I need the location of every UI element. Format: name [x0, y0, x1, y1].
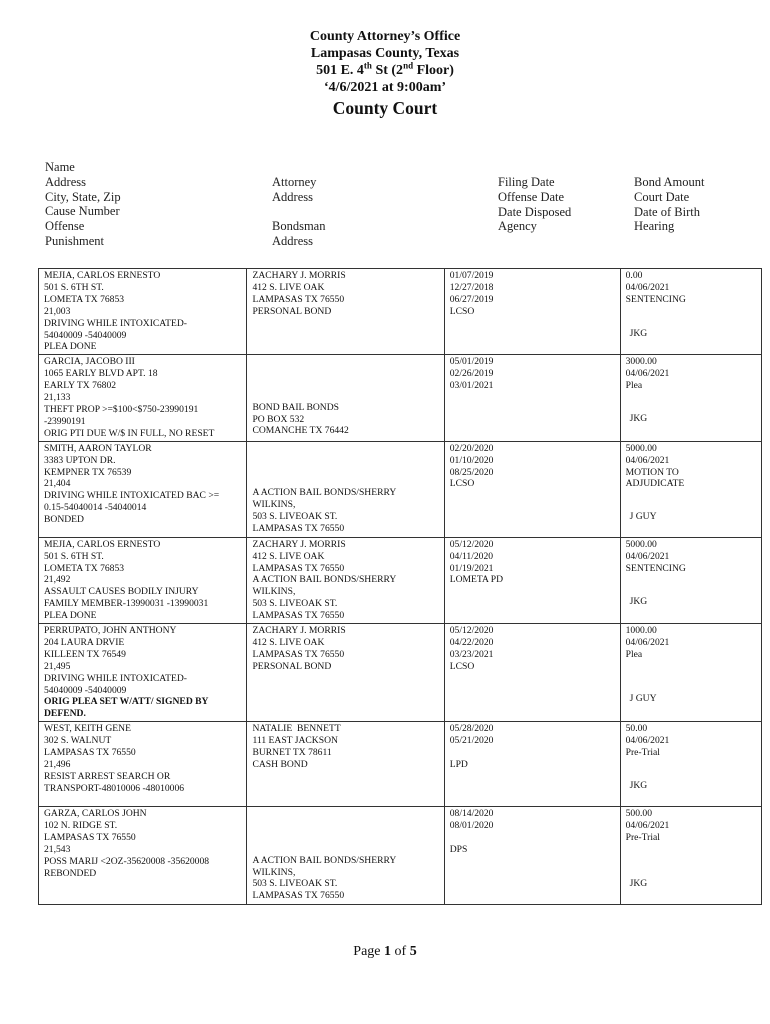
hearing-judge: J GUY	[629, 510, 657, 522]
defendant-line: 21,492	[44, 574, 71, 586]
legend-column-dates	[498, 175, 571, 234]
office-address: 501 E. 4th St (2nd Floor)	[316, 60, 454, 78]
bond-cell	[620, 269, 761, 355]
table-row	[39, 537, 762, 623]
attorney-line: NATALIE BENNETT	[252, 723, 341, 735]
date-line: LCSO	[449, 478, 475, 490]
defendant-line: PLEA DONE	[44, 610, 97, 622]
hearing-judge: J GUY	[629, 693, 657, 705]
date-line: 05/21/2020	[449, 735, 494, 747]
legend-dates-label: Offense Date	[498, 189, 565, 204]
bond-line: SENTENCING	[625, 562, 686, 574]
attorney-cell	[247, 441, 444, 537]
table-row	[39, 269, 762, 355]
defendant-line: LOMETA TX 76853	[44, 562, 125, 574]
attorney-line: LAMPASAS TX 76550	[252, 648, 345, 660]
legend-bond-label: Hearing	[634, 219, 675, 234]
bond-line: 04/06/2021	[625, 368, 670, 380]
date-line: 08/14/2020	[449, 808, 494, 820]
dates-cell	[444, 807, 620, 905]
dates-cell	[444, 624, 620, 722]
bond-cell	[620, 537, 761, 623]
table-row	[39, 355, 762, 441]
bond-line: 5000.00	[625, 442, 657, 454]
defendant-line: PLEA DONE	[44, 341, 97, 353]
legend-attorney-label: Bondsman	[272, 219, 326, 234]
bond-cell	[620, 722, 761, 807]
attorney-line: A ACTION BAIL BONDS/SHERRY	[252, 574, 397, 586]
defendant-line: SMITH, AARON TAYLOR	[44, 442, 152, 454]
date-line: 12/27/2018	[449, 281, 494, 293]
defendant-line: WEST, KEITH GENE	[44, 723, 131, 735]
dates-cell	[444, 537, 620, 623]
dates-cell	[444, 722, 620, 807]
legend-dates-label: Filing Date	[498, 175, 555, 189]
attorney-line: LAMPASAS TX 76550	[252, 562, 345, 574]
defendant-line: 0.15-54040014 -54040014	[44, 502, 147, 514]
legend-defendant-label: Cause Number	[45, 204, 120, 219]
defendant-line: 501 S. 6TH ST.	[44, 281, 104, 293]
bondsman-line: LAMPASAS TX 76550	[252, 890, 345, 902]
attorney-line: PERSONAL BOND	[252, 660, 332, 672]
defendant-line: 1065 EARLY BLVD APT. 18	[44, 368, 158, 380]
legend-bond-label: Date of Birth	[634, 204, 700, 219]
date-line: 04/11/2020	[449, 550, 494, 562]
defendant-line: GARCIA, JACOBO III	[44, 356, 135, 368]
defendant-line: DRIVING WHILE INTOXICATED BAC >=	[44, 490, 220, 502]
defendant-cell	[39, 269, 247, 355]
date-line: 04/22/2020	[449, 636, 494, 648]
page-number: Page 1 of 5	[353, 944, 417, 959]
county-title: Lampasas County, Texas	[310, 46, 460, 61]
defendant-line: FAMILY MEMBER-13990031 -13990031	[44, 598, 209, 610]
defendant-cell	[39, 355, 247, 441]
legend-defendant-label: Name	[45, 160, 75, 174]
attorney-line: LAMPASAS TX 76550	[252, 293, 345, 305]
defendant-line: 21,003	[44, 305, 71, 317]
attorney-line: ZACHARY J. MORRIS	[252, 270, 346, 281]
hearing-judge: JKG	[629, 780, 648, 792]
bond-line: 04/06/2021	[625, 735, 670, 747]
attorney-line: CASH BOND	[252, 759, 308, 770]
defendant-line: 54040009 -54040009	[44, 329, 127, 341]
office-title: County Attorney’s Office	[309, 29, 461, 44]
hearing-judge: JKG	[629, 328, 648, 340]
bond-line: MOTION TO	[625, 466, 679, 478]
bond-line: 50.00	[625, 723, 648, 735]
hearing-judge: JKG	[629, 595, 648, 607]
bond-line: 04/06/2021	[625, 636, 670, 648]
bondsman-line: COMANCHE TX 76442	[252, 425, 349, 437]
legend-defendant-label: Offense	[45, 219, 85, 234]
legend-column-attorney	[272, 175, 325, 249]
bondsman-line: LAMPASAS TX 76550	[252, 522, 345, 534]
attorney-line: 412 S. LIVE OAK	[252, 636, 325, 648]
defendant-line: 3383 UPTON DR.	[44, 454, 116, 466]
legend-dates-label: Agency	[498, 219, 537, 234]
defendant-line: KILLEEN TX 76549	[44, 648, 126, 660]
defendant-line: EARLY TX 76802	[44, 380, 117, 392]
date-line: 06/27/2019	[449, 293, 494, 305]
attorney-line: 412 S. LIVE OAK	[252, 550, 325, 562]
bond-line: 04/06/2021	[625, 281, 670, 293]
defendant-line: LAMPASAS TX 76550	[44, 832, 136, 844]
bondsman-line: BOND BAIL BONDS	[252, 401, 339, 413]
date-line: 05/12/2020	[449, 625, 494, 637]
date-line: 05/12/2020	[449, 538, 494, 550]
bond-line: 04/06/2021	[625, 550, 670, 562]
defendant-line: 21,404	[44, 478, 71, 490]
defendant-line: LOMETA TX 76853	[44, 293, 125, 305]
bondsman-line: PO BOX 532	[252, 413, 305, 425]
bondsman-line: 503 S. LIVEOAK ST.	[252, 510, 338, 522]
bond-cell	[620, 355, 761, 441]
legend-attorney-label: Address	[272, 189, 313, 204]
date-line: LCSO	[449, 660, 475, 672]
dates-cell	[444, 441, 620, 537]
bond-line: 04/06/2021	[625, 454, 670, 466]
legend-dates-label: Date Disposed	[498, 204, 572, 219]
date-line: 03/01/2021	[449, 380, 494, 392]
bondsman-line: WILKINS,	[252, 498, 296, 510]
defendant-cell	[39, 722, 247, 807]
attorney-line: ZACHARY J. MORRIS	[252, 625, 346, 637]
defendant-cell	[39, 537, 247, 623]
bond-cell	[620, 624, 761, 722]
date-line: 02/26/2019	[449, 368, 494, 380]
date-line: 05/01/2019	[449, 356, 494, 368]
defendant-line: LAMPASAS TX 76550	[44, 747, 136, 759]
date-line: 08/01/2020	[449, 820, 494, 832]
defendant-line: BONDED	[44, 514, 84, 526]
bondsman-line: WILKINS,	[252, 866, 296, 878]
date-line: 03/23/2021	[449, 648, 494, 660]
table-row	[39, 807, 762, 905]
docket-date: ‘4/6/2021 at 9:00am’	[323, 80, 447, 95]
date-line: LOMETA PD	[449, 574, 504, 586]
defendant-line: KEMPNER TX 76539	[44, 466, 132, 478]
date-line: 01/19/2021	[449, 562, 494, 574]
bond-line: ADJUDICATE	[625, 478, 685, 490]
defendant-line: DRIVING WHILE INTOXICATED-	[44, 672, 187, 684]
legend-defendant-label: City, State, Zip	[45, 189, 121, 204]
dates-cell	[444, 355, 620, 441]
hearing-judge: JKG	[629, 878, 648, 890]
bond-line: Pre-Trial	[625, 832, 660, 844]
attorney-line: BURNET TX 78611	[252, 747, 332, 759]
defendant-line: TRANSPORT-48010006 -48010006	[44, 782, 185, 794]
table-row	[39, 624, 762, 722]
date-line	[450, 832, 615, 844]
defendant-line: MEJIA, CARLOS ERNESTO	[44, 538, 161, 550]
defendant-line: 21,496	[44, 759, 71, 770]
defendant-line: GARZA, CARLOS JOHN	[44, 808, 147, 820]
legend-column-bond	[634, 175, 705, 234]
defendant-line: POSS MARIJ <2OZ-35620008 -35620008	[44, 855, 210, 867]
date-line: DPS	[449, 844, 468, 855]
table-row	[39, 722, 762, 807]
bondsman-line: 503 S. LIVEOAK ST.	[252, 878, 338, 890]
defendant-line: 302 S. WALNUT	[44, 735, 112, 747]
date-line: 05/28/2020	[449, 723, 494, 735]
date-line: 01/07/2019	[449, 270, 494, 281]
defendant-line: 102 N. RIDGE ST.	[44, 820, 118, 832]
table-row	[39, 441, 762, 537]
legend-attorney-label	[272, 205, 325, 220]
bondsman-line: A ACTION BAIL BONDS/SHERRY	[252, 487, 397, 499]
court-title: County Court	[332, 98, 438, 118]
legend-bond-label: Bond Amount	[634, 175, 705, 189]
attorney-line: WILKINS,	[252, 586, 296, 598]
bond-line: 0.00	[625, 270, 643, 281]
bond-line: 1000.00	[625, 625, 657, 637]
legend-attorney-label: Attorney	[272, 175, 317, 189]
bond-cell	[620, 807, 761, 905]
document-header	[0, 28, 770, 119]
dates-cell	[444, 269, 620, 355]
defendant-line: -23990191	[44, 415, 86, 427]
bond-line: Plea	[625, 648, 643, 660]
defendant-cell	[39, 624, 247, 722]
attorney-cell	[247, 269, 444, 355]
attorney-cell	[247, 807, 444, 905]
bondsman-line: A ACTION BAIL BONDS/SHERRY	[252, 854, 397, 866]
date-line: 08/25/2020	[449, 466, 494, 478]
attorney-cell	[247, 624, 444, 722]
defendant-line: ORIG PTI DUE W/$ IN FULL, NO RESET	[44, 427, 215, 439]
bond-cell	[620, 441, 761, 537]
bond-line: 5000.00	[625, 538, 657, 550]
defendant-cell	[39, 807, 247, 905]
defendant-note: ORIG PLEA SET W/ATT/ SIGNED BY	[44, 696, 209, 708]
legend-bond-label: Court Date	[634, 189, 690, 204]
defendant-line: 21,543	[44, 844, 71, 855]
attorney-cell	[247, 722, 444, 807]
defendant-line: DRIVING WHILE INTOXICATED-	[44, 317, 187, 329]
defendant-note: DEFEND.	[44, 708, 86, 720]
defendant-line: THEFT PROP >=$100<$750-23990191	[44, 403, 199, 415]
bond-line: Plea	[625, 380, 643, 392]
attorney-line: 503 S. LIVEOAK ST.	[252, 598, 338, 610]
date-line: LCSO	[449, 305, 475, 317]
bond-line: 500.00	[625, 808, 653, 820]
bond-line: 3000.00	[625, 356, 657, 368]
defendant-line: 54040009 -54040009	[44, 684, 127, 696]
date-line: 01/10/2020	[449, 454, 494, 466]
defendant-line: PERRUPATO, JOHN ANTHONY	[44, 625, 177, 637]
defendant-line: 21,495	[44, 660, 71, 672]
date-line	[450, 747, 615, 759]
attorney-cell	[247, 355, 444, 441]
legend-attorney-label: Address	[272, 234, 313, 249]
bond-line: Pre-Trial	[625, 747, 660, 759]
attorney-line: 412 S. LIVE OAK	[252, 281, 325, 293]
defendant-line: 204 LAURA DRVIE	[44, 636, 125, 648]
defendant-line: RESIST ARREST SEARCH OR	[44, 770, 171, 782]
defendant-cell	[39, 441, 247, 537]
docket-table	[38, 268, 762, 905]
legend-defendant-label: Punishment	[45, 233, 105, 248]
attorney-line: LAMPASAS TX 76550	[252, 610, 345, 622]
date-line: LPD	[449, 759, 468, 770]
date-line: 02/20/2020	[449, 442, 494, 454]
legend-defendant-label: Address	[45, 174, 86, 189]
defendant-line: 21,133	[44, 392, 71, 404]
hearing-judge: JKG	[629, 413, 648, 425]
attorney-line: 111 EAST JACKSON	[252, 735, 338, 747]
defendant-line: MEJIA, CARLOS ERNESTO	[44, 270, 161, 281]
defendant-line: REBONDED	[44, 867, 97, 879]
bond-line: 04/06/2021	[625, 820, 670, 832]
attorney-line: PERSONAL BOND	[252, 305, 332, 317]
defendant-line: 501 S. 6TH ST.	[44, 550, 104, 562]
attorney-cell	[247, 537, 444, 623]
legend-column-defendant	[45, 160, 121, 249]
attorney-line: ZACHARY J. MORRIS	[252, 538, 346, 550]
bond-line: SENTENCING	[625, 293, 686, 305]
defendant-line: ASSAULT CAUSES BODILY INJURY	[44, 586, 199, 598]
